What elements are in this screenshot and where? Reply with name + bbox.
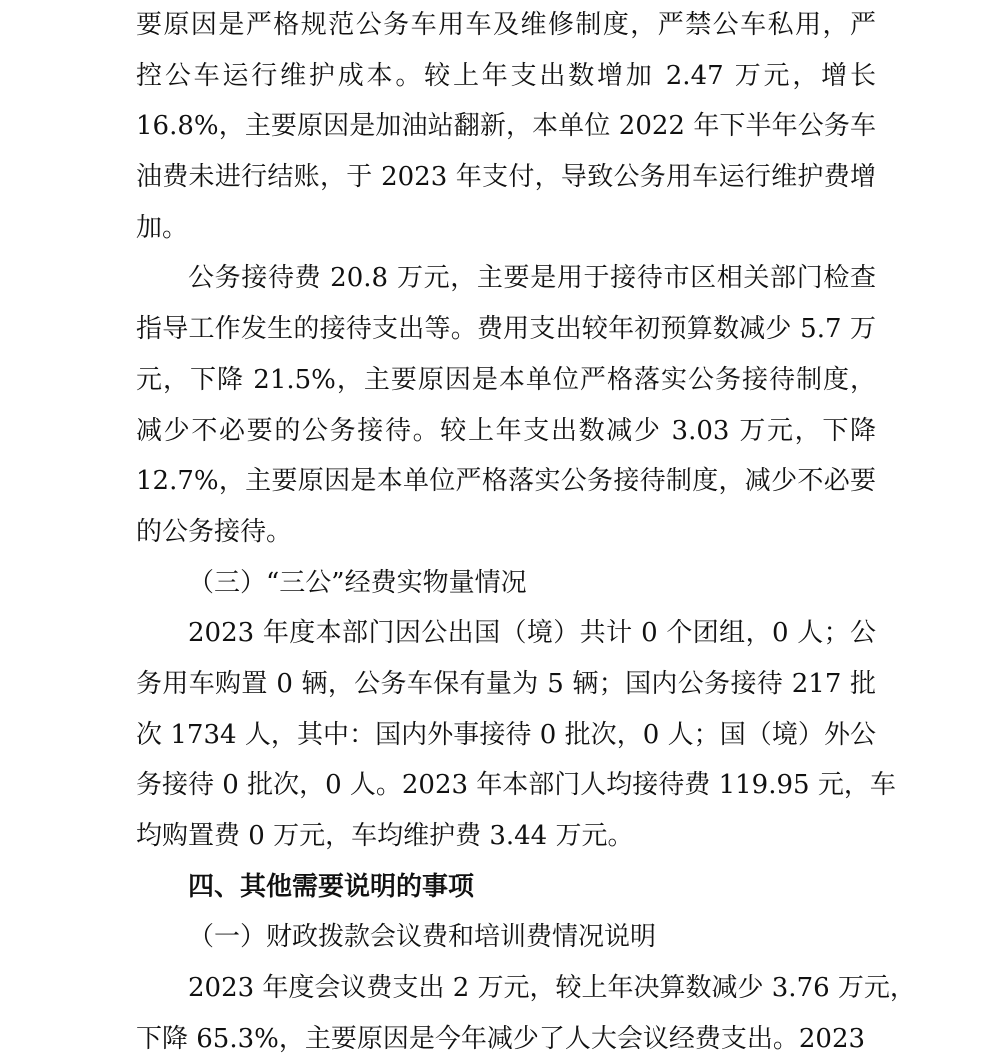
text-line: 公务接待费 20.8 万元，主要是用于接待市区相关部门检查 xyxy=(188,263,876,294)
text-line: 加。 xyxy=(136,212,189,243)
paragraph-meeting-fee xyxy=(136,963,916,1064)
paragraph-car-maintenance xyxy=(136,0,876,253)
heading-text: 四、其他需要说明的事项 xyxy=(188,871,475,902)
text-line: 12.7%，主要原因是本单位严格落实公务接待制度，减少不必要 xyxy=(136,466,876,497)
heading-text: （三）“三公”经费实物量情况 xyxy=(188,567,527,598)
text-line: 的公务接待。 xyxy=(136,516,293,547)
text-line: 元，下降 21.5%，主要原因是本单位严格落实公务接待制度， xyxy=(136,364,876,395)
text-line: 均购置费 0 万元，车均维护费 3.44 万元。 xyxy=(136,821,634,851)
paragraph-physical-volume xyxy=(136,608,896,861)
text-line: 2023 年度本部门因公出国（境）共计 0 个团组，0 人；公 xyxy=(188,618,876,649)
section-heading-heading-4-1 xyxy=(136,912,876,963)
text-line: 指导工作发生的接待支出等。费用支出较年初预算数减少 5.7 万 xyxy=(136,314,876,345)
text-line: 务接待 0 批次，0 人。2023 年本部门人均接待费 119.95 元，车 xyxy=(136,770,896,801)
text-line: 16.8%，主要原因是加油站翻新，本单位 2022 年下半年公务车 xyxy=(136,111,876,142)
text-line: 务用车购置 0 辆，公务车保有量为 5 辆；国内公务接待 217 批 xyxy=(136,668,876,699)
text-line: 2023 年度会议费支出 2 万元，较上年决算数减少 3.76 万元， xyxy=(188,973,916,1004)
text-line: 下降 65.3%，主要原因是今年减少了人大会议经费支出。2023 xyxy=(136,1023,866,1054)
text-line: 控公车运行维护成本。较上年支出数增加 2.47 万元，增长 xyxy=(136,60,876,91)
text-line: 减少不必要的公务接待。较上年支出数减少 3.03 万元，下降 xyxy=(136,415,876,446)
paragraph-reception xyxy=(136,253,876,557)
document-page xyxy=(136,0,916,1064)
text-line: 要原因是严格规范公务车用车及维修制度，严禁公车私用，严 xyxy=(136,10,876,40)
text-line: 次 1734 人，其中：国内外事接待 0 批次，0 人；国（境）外公 xyxy=(136,719,876,750)
heading-text: （一）财政拨款会议费和培训费情况说明 xyxy=(188,922,657,953)
document-body xyxy=(136,0,916,1064)
text-line: 油费未进行结账，于 2023 年支付，导致公务用车运行维护费增 xyxy=(136,162,876,193)
section-heading-section-4 xyxy=(136,862,876,913)
section-heading-heading-3 xyxy=(136,558,876,609)
